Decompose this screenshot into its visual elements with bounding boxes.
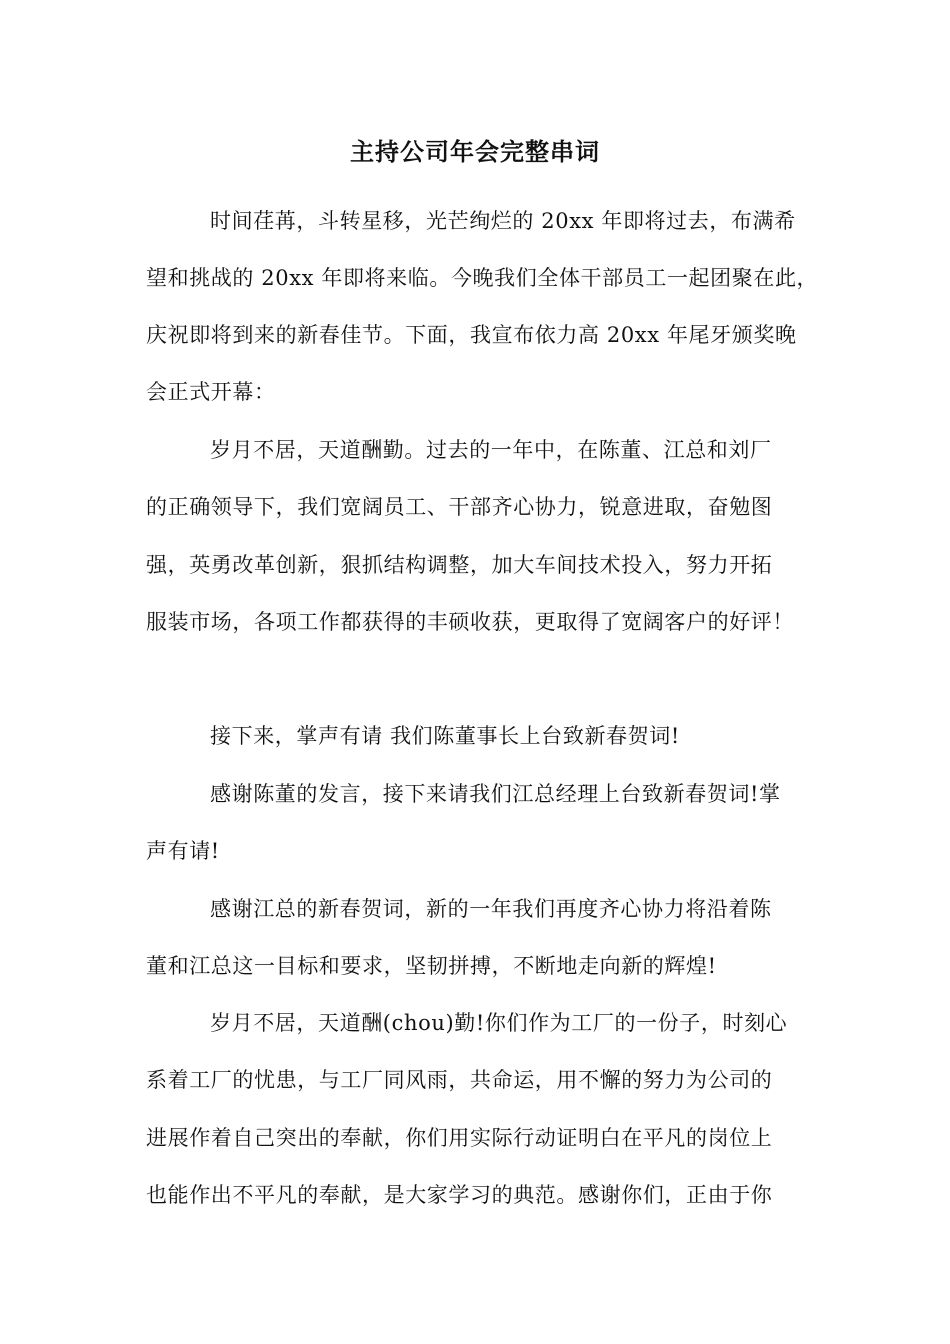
document-title: 主持公司年会完整串词 <box>350 138 600 166</box>
paragraph-line: 会正式开幕： <box>146 380 276 404</box>
paragraph-line: 进展作着自己突出的奉献，你们用实际行动证明白在平凡的岗位上 <box>146 1126 773 1150</box>
paragraph-line: 系着工厂的忧患，与工厂同风雨，共命运，用不懈的努力为公司的 <box>146 1068 773 1092</box>
paragraph-line: 也能作出不平凡的奉献，是大家学习的典范。感谢你们，正由于你 <box>146 1183 773 1207</box>
paragraph-line: 的正确领导下，我们宽阔员工、干部齐心协力，锐意进取，奋勉图 <box>146 495 773 519</box>
paragraph-line: 岁月不居，天道酬勤。过去的一年中，在陈董、江总和刘厂 <box>210 438 772 462</box>
paragraph-line: 感谢陈董的发言，接下来请我们江总经理上台致新春贺词!掌 <box>210 782 781 806</box>
paragraph-line: 董和江总这一目标和要求，坚韧拼搏，不断地走向新的辉煌! <box>146 954 717 978</box>
paragraph-line: 强，英勇改革创新，狠抓结构调整，加大车间技术投入，努力开拓 <box>146 553 773 577</box>
paragraph-line: 声有请! <box>146 839 220 863</box>
paragraph-line: 感谢江总的新春贺词，新的一年我们再度齐心协力将沿着陈 <box>210 897 772 921</box>
paragraph-line: 庆祝即将到来的新春佳节。下面，我宣布依力高 20xx 年尾牙颁奖晚 <box>146 323 797 347</box>
paragraph-line: 服装市场，各项工作都获得的丰硕收获，更取得了宽阔客户的好评！ <box>146 610 794 634</box>
paragraph-line: 时间荏苒，斗转星移，光芒绚烂的 20xx 年即将过去，布满希 <box>210 209 796 233</box>
paragraph-line: 望和挑战的 20xx 年即将来临。今晚我们全体干部员工一起团聚在此， <box>146 266 819 290</box>
paragraph-line: 岁月不居，天道酬(chou)勤!你们作为工厂的一份子，时刻心 <box>210 1011 788 1035</box>
paragraph-line: 接下来，掌声有请 我们陈董事长上台致新春贺词! <box>210 724 680 748</box>
